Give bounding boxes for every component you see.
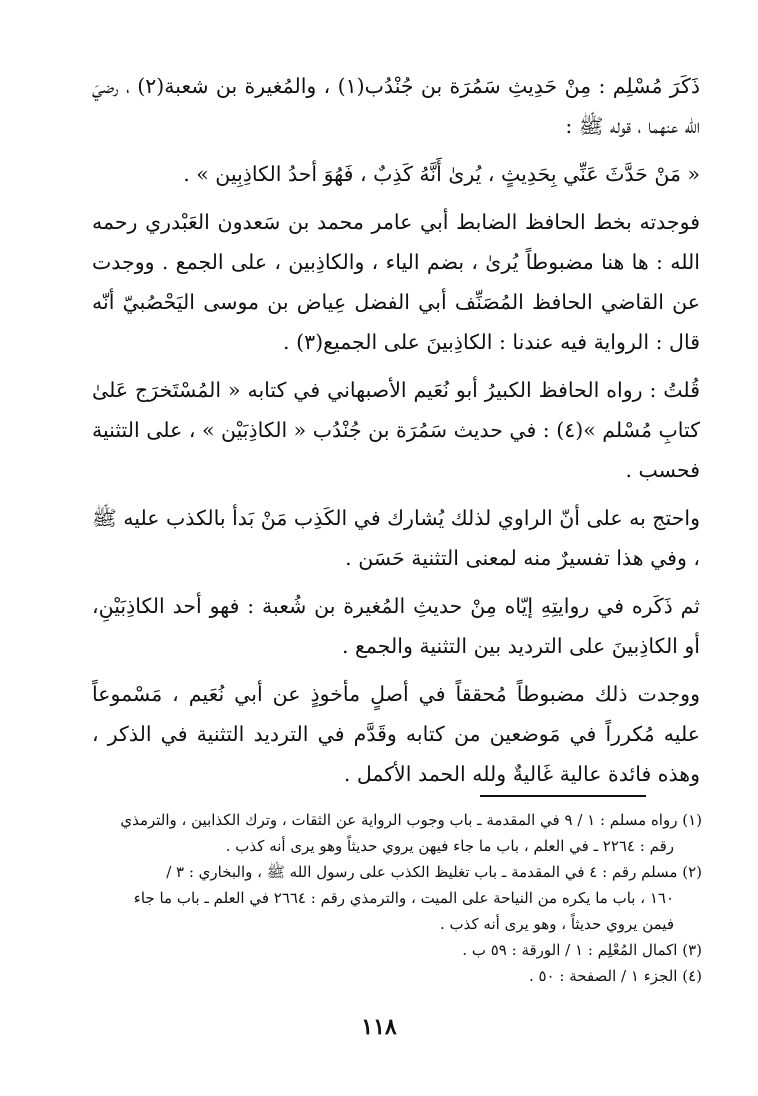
paragraph-conclusion: ووجدت ذلك مضبوطاً مُحققاً في أصلٍ مأخوذٍ عن أبي نُعَيم ، مَسْموعاً عليه مُكرراً في مَوضعين من كتابه وقَدَّم في الترديد التثنية في الذكر ، وهذه فائدة عالية غَاليةٌ ولله الحمد الأكمل .	[92, 682, 700, 786]
footnote-4: (٤) الجزء ١ / الصفحة : ٥٠ .	[528, 967, 702, 985]
paragraph-hadith-quote: « مَنْ حَدَّثَ عَنِّي بِحَدِيثٍ ، يُرىٰ أَنَّهُ كَذِبٌ ، فَهُوَ أحدُ الكاذِبِين » .	[183, 162, 700, 186]
paragraph-abdari-note: فوجدته بخط الحافظ الضابط أبي عامر محمد بن سَعدون العَبْدري رحمه الله : ها هنا مضبوطاً يُرىٰ ، بضم الياء ، والكاذِبين ، على الجمع . ووجدت عن القاضي الحافظ المُصَنِّف أبي الفضل عِياض بن موسى اليَحْصُبيّ أنّه قال : الرواية فيه عندنا : الكاذِبينَ على الجميع(٣) .	[92, 210, 700, 354]
paragraph-intro: ذَكَرَ مُسْلِم : مِنْ حَدِيثِ سَمُرَة بن جُنْدُب(١) ، والمُغيرة بن شعبة(٢) ، رضيَ الله عنهما ، قوله ﷺ :	[92, 74, 700, 138]
footnote-2-continuation-2: فيمن يروي حديثاً ، وهو يرى أنه كذب .	[439, 915, 674, 933]
paragraph-interpretation: واحتج به على أنّ الراوي لذلك يُشارك في الكَذِب مَنْ بَدأ بالكذب عليه ﷺ ، وفي هذا تفسيرٌ منه لمعنى التثنية حَسَن .	[92, 506, 700, 570]
paragraph-abu-nuaym: قُلتُ : رواه الحافظ الكبيرُ أبو نُعَيم الأصبهاني في كتابه « المُسْتَخرَج عَلىٰ كتابِ مُسْلم »(٤) : في حديث سَمُرَة بن جُنْدُب « الكاذِبَيْن » ، على التثنية فحسب .	[92, 378, 701, 482]
footnote-2: (٢) مسلم رقم : ٤ في المقدمة ـ باب تغليظ الكذب على رسول الله ﷺ ، والبخاري : ٣ /	[166, 863, 702, 881]
footnote-1-continuation: رقم : ٢٢٦٤ ـ في العلم ، باب ما جاء فيهن يروي حديثاً وهو يرى أنه كذب .	[225, 837, 674, 855]
footnote-separator	[480, 795, 646, 797]
page-number: ١١٨	[361, 1014, 397, 1040]
footnote-1: (١) رواه مسلم : ١ / ٩ في المقدمة ـ باب وجوب الرواية عن الثقات ، وترك الكذابين ، والترمذي	[120, 811, 702, 829]
paragraph-mughira: ثم ذَكَره في روايتِهِ إيّاه مِنْ حديثِ المُغيرة بن شُعبة : فهو أحد الكاذِبَيْنِ، أو الكاذِبينَ على الترديد بين التثنية والجمع .	[92, 594, 700, 658]
footnotes	[70, 808, 702, 990]
footnote-3: (٣) اكمال المُعْلِم : ١ / الورقة : ٥٩ ب .	[462, 941, 702, 959]
footnote-2-continuation: ١٦٠ ، باب ما يكره من النياحة على الميت ، والترمذي رقم : ٢٦٦٤ في العلم ـ باب ما جاء	[133, 889, 674, 907]
main-text	[92, 66, 700, 802]
